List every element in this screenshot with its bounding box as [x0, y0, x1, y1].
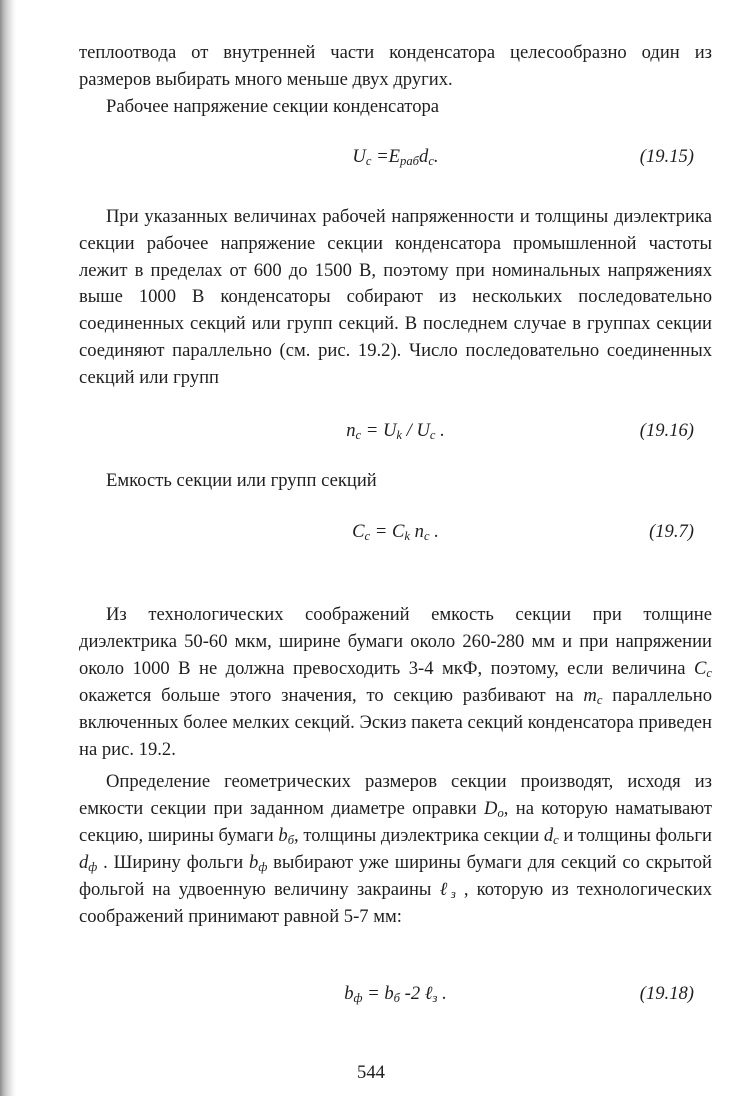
formula-19-16: [79, 418, 712, 445]
page-body: [79, 40, 712, 1008]
formula-19-7: [79, 519, 712, 546]
formula-expression: $U_c =E_{раб}d_c$.: [352, 145, 439, 168]
formula-19-18: [79, 981, 712, 1008]
formula-number: (19.16): [639, 420, 694, 442]
formula-expression: $C_c = C_k$ $n_c$ .: [352, 520, 439, 544]
book-binding-shadow: [0, 0, 16, 1096]
page-number: 544: [357, 1062, 385, 1083]
paragraph-3: При указанных величинах рабочей напряженности и толщины диэлектрика секции рабочее напряжение секции конденсатора промышленной частоты лежит в пределах от 600 до 1500 В, поэтому при номинальных напряжениях выше 1000 В конденсаторы собирают из нескольких последовательно соединенных секций или групп секций. В последнем случае в группах секции соединяют параллельно (см. рис. 19.2). Число последовательно соединенных секций или групп: [79, 205, 712, 389]
formula-number: (19.7): [649, 520, 694, 542]
formula-number: (19.18): [639, 982, 694, 1004]
formula-number: (19.15): [639, 145, 694, 167]
paragraph-1: теплоотвода от внутренней части конденсатора целесообразно один из размеров выбирать много меньше двух других.: [79, 42, 712, 90]
paragraph-5: Из технологических соображений емкость секции при толщине диэлектрика 50-60 мкм, ширине бумаги около 260-280 мм и при напряжении около 1000 В не должна превосходить 3-4 мкФ, поэтому, если величина $C_c$ окажется больше этого значения, то секцию разбивают на $m_c$ параллельно включенных более мелких секций. Эскиз пакета секций конденсатора приведен на рис. 19.2.: [79, 603, 712, 760]
formula-expression: $n_c = U_k / U_c$ .: [346, 420, 445, 443]
formula-expression: $b_ф = b_б$ -2 ℓ$_з$ .: [344, 982, 447, 1005]
paragraph-6: Определение геометрических размеров секции производят, исходя из емкости секции при заданном диаметре оправки $D_o$, на которую наматывают секцию, ширины бумаги $b_б$, толщины диэлектрика секции $d_c$ и толщины фольги $d_ф$ . Ширину фольги $b_ф$ выбирают уже ширины бумаги для секций со скрытой фольгой на удвоенную величину закраины ℓ$_з$ , которую из технологических соображений принимают равной 5-7 мм:: [79, 771, 712, 927]
formula-19-15: [79, 144, 712, 171]
paragraph-4: Емкость секции или групп секций: [106, 470, 377, 492]
paragraph-2: Рабочее напряжение секции конденсатора: [106, 95, 440, 117]
